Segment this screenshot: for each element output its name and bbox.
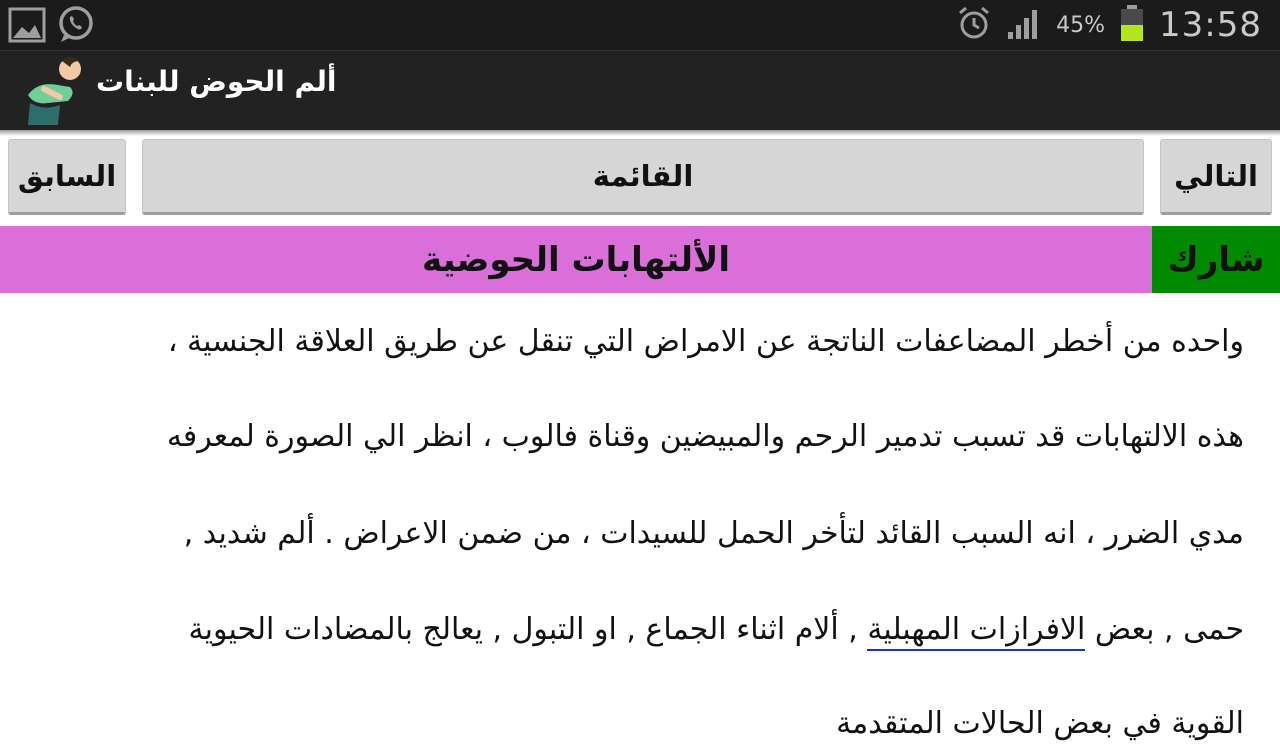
article-line: القوية في بعض الحالات المتقدمة [836, 706, 1244, 741]
action-bar [0, 50, 1280, 131]
gallery-icon [8, 5, 46, 47]
article-title-band [0, 226, 1152, 293]
article-title: الألتهابات الحوضية [422, 239, 730, 280]
woman-pain-icon [20, 55, 92, 131]
article-line-part: , ألام اثناء الجماع , او التبول , يعالج بالمضادات الحيوية [188, 612, 868, 647]
action-bar-shadow [0, 130, 1280, 136]
menu-button[interactable]: القائمة [142, 139, 1144, 215]
article-line: هذه الالتهابات قد تسبب تدمير الرحم والمبيضين وقناة فالوب ، انظر الي الصورة لمعرفه [166, 419, 1244, 454]
whatsapp-icon [56, 4, 96, 48]
article-body [30, 292, 1244, 741]
battery-percent: 45% [1056, 12, 1106, 38]
app-title: ألم الحوض للبنات [96, 65, 337, 98]
battery-icon [1119, 4, 1145, 46]
status-bar [0, 0, 1280, 50]
article-line-part: حمى , بعض [1094, 612, 1244, 647]
clock-time: 13:58 [1159, 5, 1262, 45]
alarm-icon [956, 5, 992, 45]
next-button[interactable]: التالي [1160, 139, 1272, 215]
signal-icon [1006, 6, 1042, 44]
vaginal-discharge-link[interactable]: الافرازات المهبلية [867, 612, 1085, 651]
status-right-icons [956, 0, 1262, 50]
status-left-icons [8, 4, 96, 48]
article-line [189, 610, 1244, 650]
share-button[interactable]: شارك [1152, 226, 1280, 293]
article-line: واحده من أخطر المضاعفات الناتجة عن الامراض التي تنقل عن طريق العلاقة الجنسية ، [167, 324, 1244, 359]
article-line: مدي الضرر ، انه السبب القائد لتأخر الحمل للسيدات ، من ضمن الاعراض . ألم شديد , [183, 516, 1244, 551]
prev-button[interactable]: السابق [8, 139, 126, 215]
